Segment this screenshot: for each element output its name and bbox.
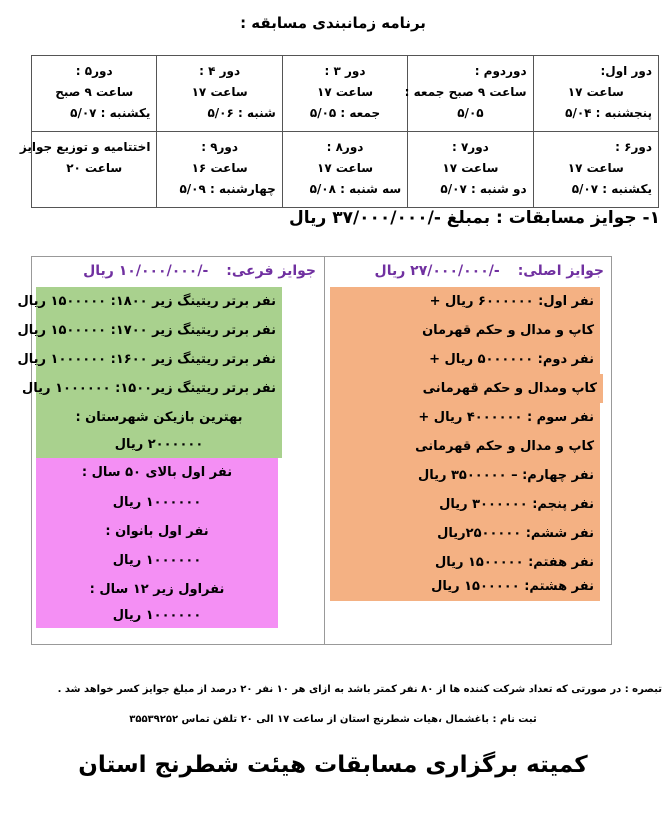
main-prize-row: نفر اول: ۶۰۰۰۰۰۰ ریال + xyxy=(330,287,600,316)
note-text: تبصره : در صورتی که تعداد شرکت کننده ها از ۸۰ نفر کمتر باشد به ازای هر ۱۰ نفر ۲۰ درصد از مبلغ جوایز کسر خواهد شد . xyxy=(57,684,662,695)
sub-prize-row: نفر اول بانوان : xyxy=(36,517,278,546)
schedule-cell xyxy=(533,132,658,208)
sub-prize-row: بهترین بازیکن شهرستان : xyxy=(36,403,282,432)
round-date: چهارشنبه : ۵/۰۹ xyxy=(179,182,276,196)
main-prizes-header xyxy=(330,263,604,279)
round-date: جمعه : ۵/۰۵ xyxy=(309,106,381,120)
sub-prizes-header xyxy=(36,263,316,279)
schedule-cell xyxy=(157,56,282,132)
sub-prize-row: ۱۰۰۰۰۰۰ ریال xyxy=(36,546,278,575)
round-time: ساعت ۱۷ xyxy=(442,161,499,175)
main-prize-row: نفر چهارم: – ۳۵۰۰۰۰۰ ریال xyxy=(330,461,600,490)
column-divider xyxy=(324,256,325,645)
schedule-table xyxy=(19,55,659,208)
schedule-cell xyxy=(404,56,533,132)
prizes-total: ۱- جوایز مسابقات : بمبلغ -/۳۷/۰۰۰/۰۰۰ ریال xyxy=(288,208,660,228)
schedule-row xyxy=(32,132,659,208)
schedule-cell xyxy=(282,132,407,208)
sub-prize-row: ۱۰۰۰۰۰۰ ریال xyxy=(36,604,278,628)
schedule-cell xyxy=(19,132,157,208)
schedule-cell xyxy=(157,132,282,208)
round-date: دو شنبه : ۵/۰۷ xyxy=(440,182,527,196)
round-label: دوردوم : xyxy=(474,64,527,78)
round-label: دور ۳ : xyxy=(324,64,366,78)
schedule-cell xyxy=(408,132,533,208)
round-date: یکشنبه : ۵/۰۷ xyxy=(571,182,652,196)
main-prize-row: کاپ و مدال و حکم قهرمان xyxy=(330,316,600,345)
sub-prize-row: نفر برتر ریتینگ زیر ۱۶۰۰: ۱۰۰۰۰۰۰ ریال xyxy=(36,345,282,374)
main-prize-row: کاپ ومدال و حکم قهرمانی xyxy=(330,374,603,403)
round-label: دور۷ : xyxy=(451,140,489,154)
round-label: دور۵ : xyxy=(75,64,113,78)
sub-prize-row: نفر برتر ریتینگ زیر ۱۷۰۰: ۱۵۰۰۰۰۰ ریال xyxy=(36,316,282,345)
round-time: ساعت ۲۰ xyxy=(66,161,123,175)
round-time: ساعت ۱۷ xyxy=(567,85,624,99)
round-time: ساعت ۱۷ xyxy=(317,161,374,175)
round-date: شنبه : ۵/۰۶ xyxy=(207,106,276,120)
round-time: ساعت ۹ صبح جمعه : xyxy=(404,85,527,99)
footer-title: کمیته برگزاری مسابقات هیئت شطرنج استان xyxy=(78,752,588,778)
sub-prize-row: ۲۰۰۰۰۰۰ ریال xyxy=(36,432,282,458)
main-prize-row: نفر هفتم: ۱۵۰۰۰۰۰ ریال xyxy=(330,548,600,577)
round-label: دور۸ : xyxy=(326,140,364,154)
sub-prize-row: نفر برتر ریتینگ زیر ۱۸۰۰: ۱۵۰۰۰۰۰ ریال xyxy=(36,287,282,316)
sub-prize-row: ۱۰۰۰۰۰۰ ریال xyxy=(36,488,278,517)
sub-prizes-label: جوایز فرعی: xyxy=(226,263,316,279)
main-prizes-label: جوایز اصلی: xyxy=(517,263,604,279)
sub-prize-row: نفراول زیر ۱۲ سال : xyxy=(36,575,278,604)
schedule-cell xyxy=(282,56,407,132)
sub-prize-row: نفر برتر ریتینگ زیر۱۵۰۰: ۱۰۰۰۰۰۰ ریال xyxy=(36,374,282,403)
round-label: دور اول: xyxy=(600,64,652,78)
round-time: ساعت ۱۷ xyxy=(567,161,624,175)
main-prize-row: نفر دوم: ۵۰۰۰۰۰۰ ریال + xyxy=(330,345,600,374)
main-prize-row: نفر پنجم: ۳۰۰۰۰۰۰ ریال xyxy=(330,490,600,519)
main-prize-row: کاپ و مدال و حکم قهرمانی xyxy=(330,432,600,461)
page-title: برنامه زمانبندی مسابقه : xyxy=(240,14,426,32)
round-date: ۵/۰۵ xyxy=(457,106,484,120)
schedule-cell xyxy=(533,56,658,132)
round-time: ساعت ۱۷ xyxy=(191,85,248,99)
round-label: اختتامیه و توزیع جوایز xyxy=(19,140,151,154)
round-label: دور ۴ : xyxy=(199,64,241,78)
round-time: ساعت ۱۶ xyxy=(191,161,248,175)
sub-prize-row: نفر اول بالای ۵۰ سال : xyxy=(36,458,278,488)
schedule-cell xyxy=(32,56,157,132)
round-time: ساعت ۱۷ xyxy=(317,85,374,99)
round-label: دور۶ : xyxy=(615,140,652,154)
main-prize-row: نفر ششم: ۲۵۰۰۰۰۰ریال xyxy=(330,519,600,548)
round-time: ساعت ۹ صبح xyxy=(55,85,134,99)
round-date: پنجشنبه : ۵/۰۴ xyxy=(565,106,652,120)
round-label: دور۹ : xyxy=(201,140,239,154)
round-date: سه شنبه : ۵/۰۸ xyxy=(309,182,402,196)
sub-prizes-amount: -/۱۰/۰۰۰/۰۰۰ ریال xyxy=(83,263,209,279)
registration-text: ثبت نام : باغشمال ،هیات شطرنج استان از ساعت ۱۷ الی ۲۰ تلفن تماس ۳۵۵۳۹۲۵۲ xyxy=(129,714,537,725)
round-date: یکشنبه : ۵/۰۷ xyxy=(70,106,151,120)
main-prizes-amount: -/۲۷/۰۰۰/۰۰۰ ریال xyxy=(374,263,500,279)
schedule-row xyxy=(32,56,659,132)
main-prize-row: نفر هشتم: ۱۵۰۰۰۰۰ ریال xyxy=(330,572,600,601)
main-prize-row: نفر سوم : ۴۰۰۰۰۰۰ ریال + xyxy=(330,403,600,432)
